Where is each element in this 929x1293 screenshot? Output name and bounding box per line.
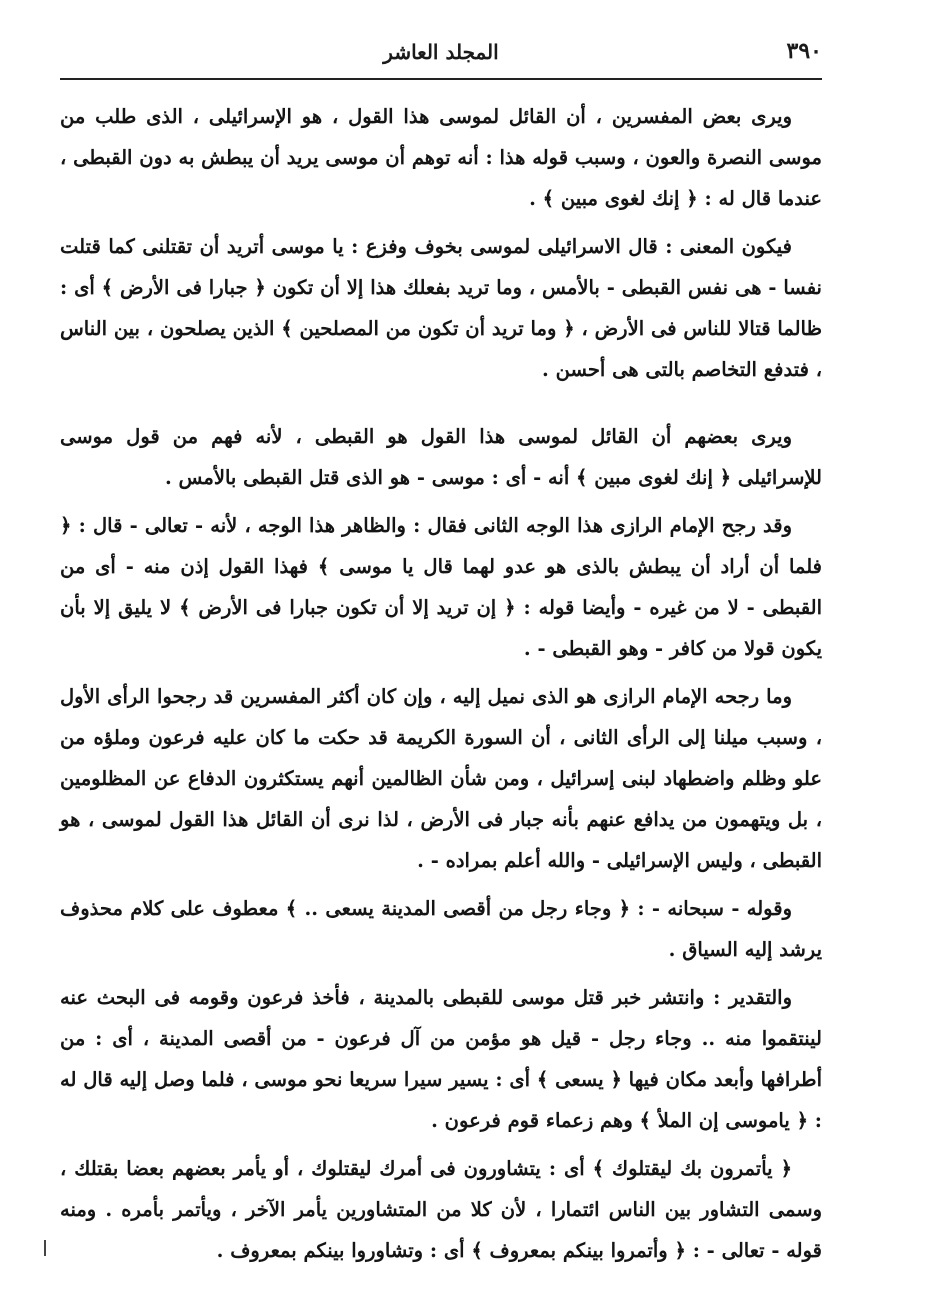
paragraph: وقد رجح الإمام الرازى هذا الوجه الثانى فقال : والظاهر هذا الوجه ، لأنه - تعالى - قال : ﴿ فلما أن أراد أن يبطش بالذى هو عدو لهما قال يا موسى ﴾ فهذا القول إذن منه - أى من القبطى - لا من غيره - وأيضا قوله : ﴿ إن تريد إلا أن تكون جبارا فى الأرض ﴾ لا يليق إلا بأن يكون قولا من كافر - وهو القبطى - . [60, 514, 822, 660]
paragraph: ويرى بعض المفسرين ، أن القائل لموسى هذا القول ، هو الإسرائيلى ، الذى طلب من موسى النصرة والعون ، وسبب قوله هذا : أنه توهم أن موسى يريد أن يبطش به دون القبطى ، عندما قال له : ﴿ إنك لغوى مبين ﴾ . [60, 105, 822, 210]
paragraph: فيكون المعنى : قال الاسرائيلى لموسى بخوف وفزع : يا موسى أتريد أن تقتلنى كما قتلت نفسا - هى نفس القبطى - بالأمس ، وما تريد بفعلك هذا إلا أن تكون ﴿ جبارا فى الأرض ﴾ أى : ظالما قتالا للناس فى الأرض ، ﴿ وما تريد أن تكون من المصلحين ﴾ الذين يصلحون ، بين الناس ، فتدفع التخاصم بالتى هى أحسن . [60, 235, 822, 381]
margin-mark [44, 1240, 46, 1256]
paragraph: والتقدير : وانتشر خبر قتل موسى للقبطى بالمدينة ، فأخذ فرعون وقومه فى البحث عنه لينتقموا منه .. وجاء رجل - قيل هو مؤمن من آل فرعون - من أقصى المدينة ، أى : من أطرافها وأبعد مكان فيها ﴿ يسعى ﴾ أى : يسير سيرا سريعا نحو موسى ، فلما وصل إليه قال له : ﴿ ياموسى إن الملأ ﴾ وهم زعماء قوم فرعون . [60, 986, 822, 1132]
paragraph: وما رجحه الإمام الرازى هو الذى نميل إليه ، وإن كان أكثر المفسرين قد رجحوا الرأى الأول ، وسبب ميلنا إلى الرأى الثانى ، أن السورة الكريمة قد حكت ما كان عليه فرعون وملؤه من علو وظلم واضطهاد لبنى إسرائيل ، ومن شأن الظالمين أنهم يستكثرون الدفاع عن المظلومين ، بل ويتهمون من يدافع عنهم بأنه جبار فى الأرض ، لذا نرى أن القائل هذا القول لموسى ، هو القبطى ، وليس الإسرائيلى - والله أعلم بمراده - . [60, 685, 822, 872]
header-rule [60, 78, 822, 80]
page-header [60, 36, 822, 76]
running-title: المجلد العاشر [383, 40, 499, 64]
paragraph: ويرى بعضهم أن القائل لموسى هذا القول هو القبطى ، لأنه فهم من قول موسى للإسرائيلى ﴿ إنك لغوى مبين ﴾ أنه - أى : موسى - هو الذى قتل القبطى بالأمس . [60, 425, 822, 489]
page-number: ٣٩٠ [786, 38, 822, 64]
page-body [60, 96, 822, 1278]
paragraph: ﴿ يأتمرون بك ليقتلوك ﴾ أى : يتشاورون فى أمرك ليقتلوك ، أو يأمر بعضهم بعضا بقتلك ، وسمى التشاور بين الناس ائتمارا ، لأن كلا من المتشاورين يأمر الآخر ، ويأتمر بأمره . ومنه قوله - تعالى - : ﴿ وأتمروا بينكم بمعروف ﴾ أى : وتشاوروا بينكم بمعروف . [60, 1157, 822, 1262]
paragraph: وقوله - سبحانه - : ﴿ وجاء رجل من أقصى المدينة يسعى .. ﴾ معطوف على كلام محذوف يرشد إليه السياق . [60, 897, 822, 961]
